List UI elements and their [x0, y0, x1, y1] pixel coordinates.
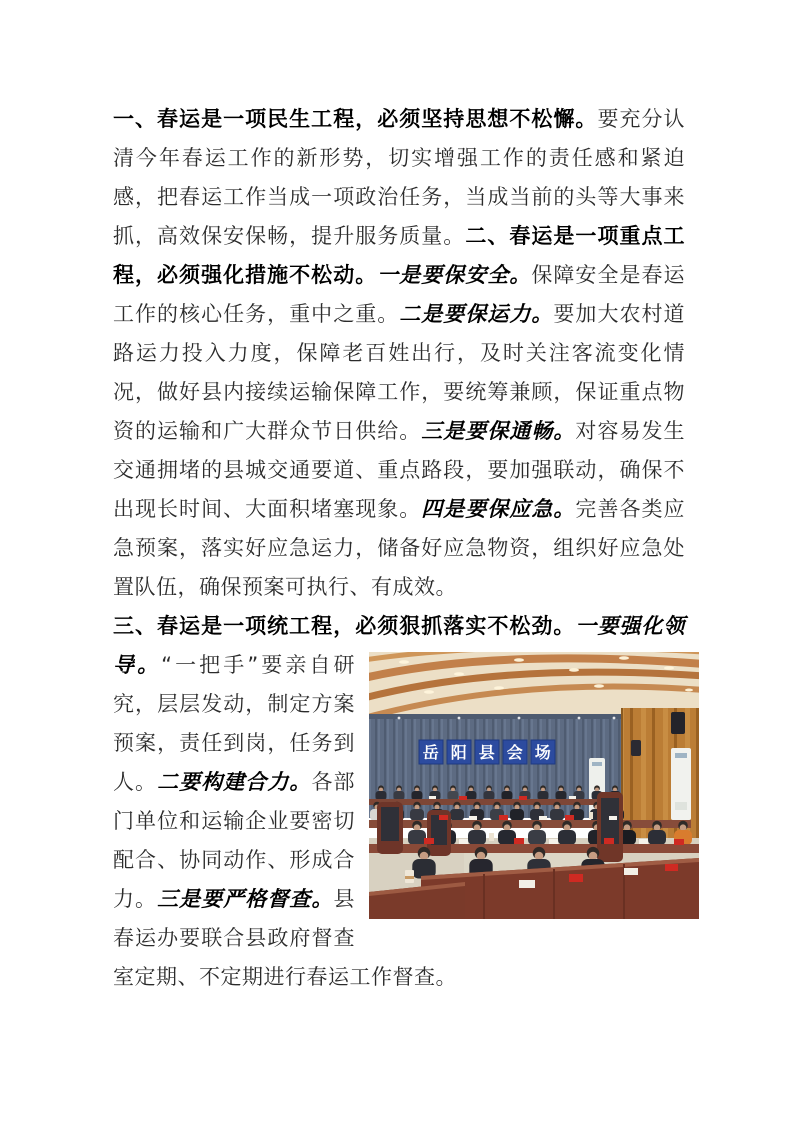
sign-char-2: 阳 — [450, 743, 468, 762]
body-run: 对容易发生交通拥堵的县城交通要道、重点路段，要加强联动，确保不出现长时间、大面积堵塞现象。 — [113, 419, 686, 521]
body-run: 完善各类应急预案，落实好应急运力，储备好应急物资，组织好应急处置队伍，确保预案可执行、有成效。 — [113, 497, 686, 599]
subhead-run: 一是要保安全。 — [377, 263, 532, 287]
body-run: 要加大农村道路运力投入力度，保障老百姓出行，及时关注客流变化情况，做好县内接续运输保障工作，要统筹兼顾，保证重点物资的运输和广大群众节日供给。 — [113, 302, 686, 443]
heading-3-run: 三、春运是一项统工程，必须狠抓落实不松劲。 — [113, 614, 576, 638]
venue-sign — [419, 740, 555, 764]
speaker — [631, 740, 641, 756]
subhead-run: 三是要保通畅。 — [421, 419, 576, 443]
air-conditioner-right — [671, 748, 691, 820]
subhead-run: 三是要严格督查。 — [157, 887, 334, 911]
document-body — [113, 100, 685, 997]
sign-char-4: 会 — [506, 743, 524, 762]
sign-char-1: 岳 — [422, 743, 440, 762]
paragraph-1 — [113, 100, 685, 607]
subhead-run: 二是要保运力。 — [399, 302, 554, 326]
paragraph-2 — [113, 607, 685, 997]
subhead-run: 二要构建合力。 — [157, 770, 312, 794]
sign-char-5: 场 — [534, 743, 552, 762]
body-run: “一把手”要亲自研究，层层发动，制定方案预案，责任到岗，任务到人。 — [113, 653, 356, 794]
heading-2-run: 二、春运是一项重点工程，必须强化措施不松动。 — [113, 224, 686, 287]
body-run: 要充分认清今年春运工作的新形势，切实增强工作的责任感和紧迫感，把春运工作当成一项政治任务，当成当前的头等大事来抓，高效保安保畅，提升服务质量。 — [113, 107, 686, 248]
sign-char-3: 县 — [478, 743, 496, 762]
meeting-room-photo — [369, 652, 699, 919]
body-run: 保障安全是春运工作的核心任务，重中之重。 — [113, 263, 686, 326]
subhead-run: 四是要保应急。 — [421, 497, 576, 521]
subhead-run: 一要强化领导。 — [113, 614, 686, 677]
meeting-room-illustration — [369, 652, 699, 919]
speaker — [671, 712, 685, 734]
body-run: 各部门单位和运输企业要密切配合、协同动作、形成合力。 — [113, 770, 356, 911]
body-run: 县春运办要联合县政府督查室定期、不定期进行春运工作督查。 — [113, 887, 457, 989]
heading-1-run: 一、春运是一项民生工程，必须坚持思想不松懈。 — [113, 107, 598, 131]
